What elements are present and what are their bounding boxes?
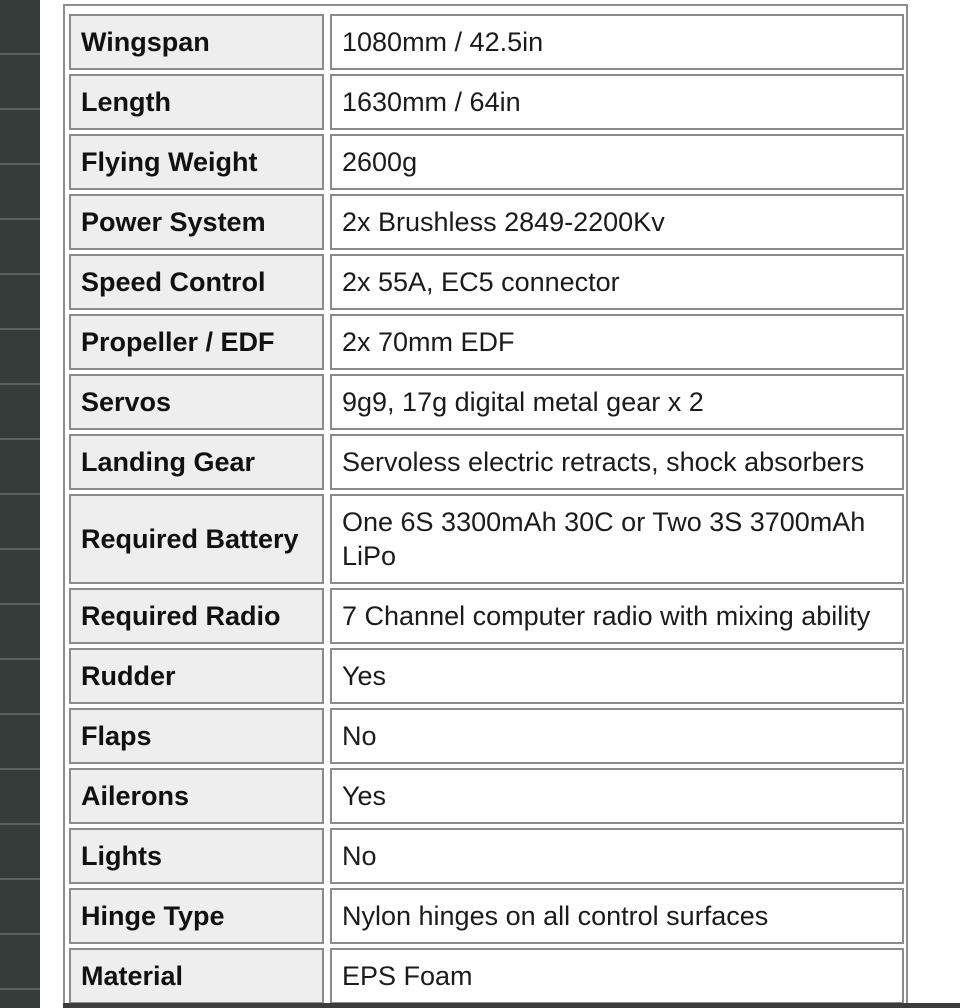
spec-label: Speed Control bbox=[69, 254, 324, 310]
table-row bbox=[69, 74, 904, 130]
spec-label: Wingspan bbox=[69, 14, 324, 70]
spec-value: 7 Channel computer radio with mixing ability bbox=[330, 588, 904, 644]
table-row bbox=[69, 494, 904, 584]
table-row bbox=[69, 134, 904, 190]
table-row bbox=[69, 828, 904, 884]
spec-value: Yes bbox=[330, 768, 904, 824]
spec-label: Propeller / EDF bbox=[69, 314, 324, 370]
spec-value: 2x 55A, EC5 connector bbox=[330, 254, 904, 310]
spec-label: Servos bbox=[69, 374, 324, 430]
table-row bbox=[69, 194, 904, 250]
spec-table-container bbox=[63, 4, 908, 1008]
spec-label: Lights bbox=[69, 828, 324, 884]
table-row bbox=[69, 768, 904, 824]
spec-value: 9g9, 17g digital metal gear x 2 bbox=[330, 374, 904, 430]
spec-value: No bbox=[330, 828, 904, 884]
table-row bbox=[69, 374, 904, 430]
spec-value: 2600g bbox=[330, 134, 904, 190]
spec-label: Landing Gear bbox=[69, 434, 324, 490]
spec-value: 2x 70mm EDF bbox=[330, 314, 904, 370]
table-row bbox=[69, 948, 904, 1004]
spec-label: Power System bbox=[69, 194, 324, 250]
table-row bbox=[69, 254, 904, 310]
spec-label: Required Battery bbox=[69, 494, 324, 584]
spec-label: Rudder bbox=[69, 648, 324, 704]
spec-value: 2x Brushless 2849-2200Kv bbox=[330, 194, 904, 250]
spec-label: Ailerons bbox=[69, 768, 324, 824]
spec-value: EPS Foam bbox=[330, 948, 904, 1004]
bottom-divider bbox=[63, 1003, 960, 1008]
table-row bbox=[69, 14, 904, 70]
spec-label: Flaps bbox=[69, 708, 324, 764]
spec-label: Required Radio bbox=[69, 588, 324, 644]
spec-label: Material bbox=[69, 948, 324, 1004]
table-row bbox=[69, 588, 904, 644]
table-row bbox=[69, 888, 904, 944]
spec-label: Flying Weight bbox=[69, 134, 324, 190]
spec-value: Nylon hinges on all control surfaces bbox=[330, 888, 904, 944]
left-background-strip bbox=[0, 0, 40, 1008]
table-row bbox=[69, 434, 904, 490]
spec-label: Length bbox=[69, 74, 324, 130]
spec-value: One 6S 3300mAh 30C or Two 3S 3700mAh LiPo bbox=[330, 494, 904, 584]
spec-value: Servoless electric retracts, shock absorbers bbox=[330, 434, 904, 490]
table-row bbox=[69, 314, 904, 370]
table-row bbox=[69, 648, 904, 704]
spec-value: Yes bbox=[330, 648, 904, 704]
spec-value: No bbox=[330, 708, 904, 764]
spec-value: 1630mm / 64in bbox=[330, 74, 904, 130]
table-row bbox=[69, 708, 904, 764]
spec-table bbox=[69, 10, 904, 1008]
left-margin bbox=[40, 0, 64, 1008]
spec-value: 1080mm / 42.5in bbox=[330, 14, 904, 70]
spec-label: Hinge Type bbox=[69, 888, 324, 944]
